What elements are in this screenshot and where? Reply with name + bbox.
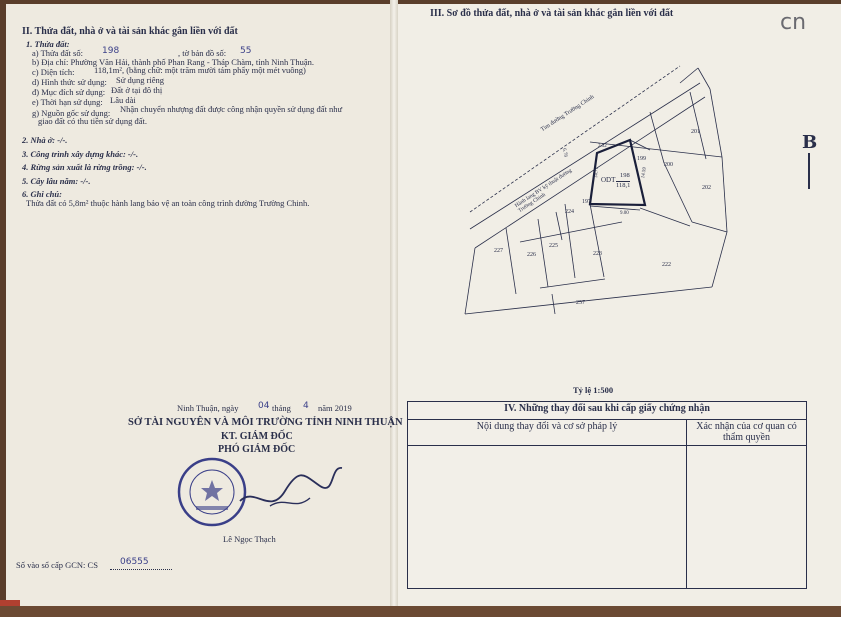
- col-content-header: Nội dung thay đổi và cơ sở pháp lý: [408, 420, 687, 446]
- house-item: 2. Nhà ở: -/-.: [22, 135, 68, 145]
- section-2-title: II. Thửa đất, nhà ở và tài sản khác gắn liền với đất: [22, 26, 238, 37]
- dim-bottom: 9.00: [620, 211, 629, 216]
- neighbor-224: 224: [565, 209, 574, 215]
- neighbor-257: 257: [576, 300, 585, 306]
- neighbor-227: 227: [494, 248, 503, 254]
- term-value: Lâu dài: [110, 95, 136, 105]
- content-cell: [408, 446, 687, 589]
- parcel-no-value: 198: [102, 46, 120, 56]
- corridor-label: Hành lang BV kỹ thuật đường Trường Chinh: [514, 167, 573, 215]
- date-year: năm 2019: [318, 403, 352, 413]
- dim-left: 14.71: [594, 166, 600, 179]
- area-label: c) Diện tích:: [32, 67, 75, 77]
- date-prefix: Ninh Thuận, ngày: [177, 403, 239, 413]
- neighbor-225: 225: [549, 243, 558, 249]
- neighbor-200: 200: [664, 162, 673, 168]
- usage-form-label: d) Hình thức sử dụng:: [32, 77, 107, 87]
- gcn-value: 06555: [120, 557, 149, 567]
- dim-right: 14.59: [641, 166, 648, 179]
- north-marker: B: [802, 132, 818, 153]
- section-3-title: III. Sơ đồ thửa đất, nhà ở và tài sản khác gắn liền với đất: [430, 8, 674, 19]
- table-surface: [0, 606, 841, 617]
- north-arrow-line: [808, 153, 810, 189]
- deputy-director: PHÓ GIÁM ĐỐC: [218, 444, 296, 455]
- gcn-label: Số vào sổ cấp GCN: CS: [16, 560, 98, 570]
- parcel-no-label: a) Thửa đất số:: [32, 48, 83, 58]
- neighbor-223: 223: [593, 251, 602, 257]
- notes-text: Thửa đất có 5,8m² thuộc hành lang bảo vệ an toàn công trình đường Trường Chinh.: [26, 198, 310, 208]
- scale-label: Tỷ lệ 1:500: [573, 385, 614, 395]
- signature: [230, 456, 350, 536]
- date-day: 04: [258, 401, 270, 411]
- origin-label: g) Nguồn gốc sử dụng:: [32, 108, 111, 118]
- page-fold: [390, 0, 398, 617]
- origin-value: Nhận chuyển nhượng đất được công nhận quyền sử dụng đất như: [120, 104, 343, 114]
- address: b) Địa chỉ: Phường Văn Hải, thành phố Phan Rang - Tháp Chàm, tỉnh Ninh Thuận.: [32, 57, 315, 67]
- signer-name: Lê Ngọc Thạch: [223, 534, 276, 544]
- col-confirm-header: Xác nhận của cơ quan có thẩm quyền: [687, 420, 807, 446]
- dim-top: 2.32: [598, 144, 607, 149]
- changes-table: [407, 401, 807, 589]
- term-label: e) Thời hạn sử dụng:: [32, 97, 103, 107]
- confirm-cell: [687, 446, 807, 589]
- kt-director: KT. GIÁM ĐỐC: [221, 431, 293, 442]
- date-month-label: tháng: [272, 403, 291, 413]
- neighbor-197: 197: [582, 199, 591, 205]
- parcel-area-map: 118,1: [616, 182, 631, 189]
- agency-name: SỞ TÀI NGUYÊN VÀ MÔI TRƯỜNG TỈNH NINH THUẬN: [128, 417, 403, 428]
- gcn-dotted-line: [110, 569, 172, 570]
- usage-form-value: Sử dụng riêng: [116, 75, 165, 85]
- purpose-value: Đất ở tại đô thị: [111, 85, 163, 95]
- road-label: Tim đường Trường Chinh: [540, 94, 596, 134]
- neighbor-222: 222: [662, 262, 671, 268]
- changes-title: IV. Những thay đổi sau khi cấp giấy chứng nhận: [408, 402, 807, 420]
- odt-label: ODT: [601, 176, 616, 184]
- origin-value-2: giao đất có thu tiền sử dụng đất.: [38, 116, 147, 126]
- perennial-item: 5. Cây lâu năm: -/-.: [22, 176, 91, 186]
- purpose-label: đ) Mục đích sử dụng:: [32, 87, 106, 97]
- map-sheet-label: , tờ bản đồ số:: [178, 48, 227, 58]
- area-value: 118,1m², (bằng chữ: một trăm mười tám phẩy một mét vuông): [94, 65, 306, 75]
- forest-item: 4. Rừng sản xuất là rừng trồng: -/-.: [22, 162, 147, 172]
- parcel-no-map: 198: [620, 172, 630, 179]
- neighbor-201: 201: [691, 129, 700, 135]
- map-sheet-value: 55: [240, 46, 252, 56]
- neighbor-226: 226: [527, 252, 536, 258]
- handwritten-note: cn: [780, 10, 807, 35]
- parcel-heading: 1. Thửa đất:: [26, 39, 70, 49]
- construction-item: 3. Công trình xây dựng khác: -/-.: [22, 149, 139, 159]
- neighbor-199: 199: [637, 156, 646, 162]
- dim-corridor: 6.78: [561, 148, 568, 158]
- date-month: 4: [303, 401, 309, 411]
- notes-heading: 6. Ghi chú:: [22, 189, 62, 199]
- neighbor-202: 202: [702, 185, 711, 191]
